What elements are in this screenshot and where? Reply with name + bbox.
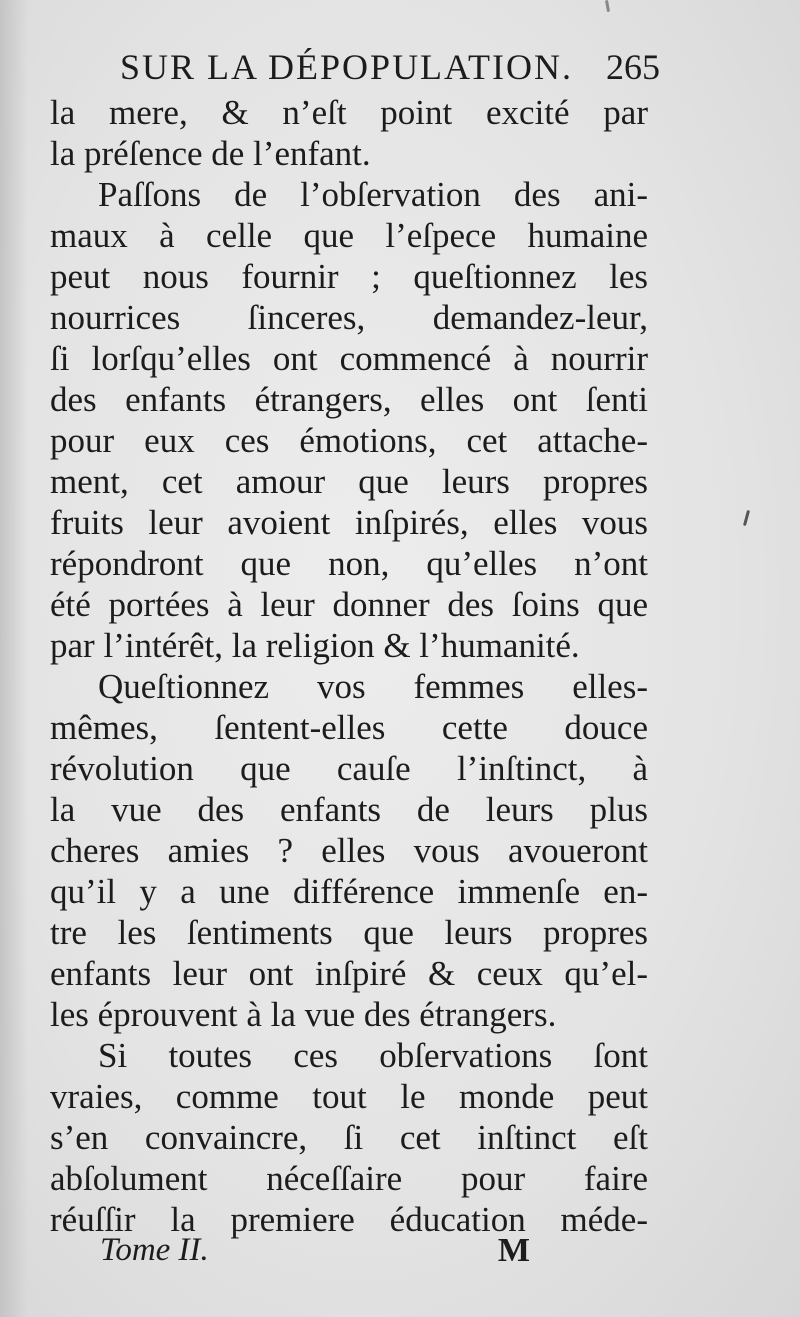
text-line: Paſſons de l’obſervation des ani- <box>98 175 648 214</box>
text-line: la mere, & n’eſt point excité par <box>50 93 648 132</box>
gutter-shadow <box>0 0 28 1317</box>
volume-label: Tome II. <box>100 1232 209 1268</box>
text-line: Queſtionnez vos femmes elles- <box>98 667 648 706</box>
text-line: enfants leur ont inſpiré & ceux qu’el- <box>50 954 648 993</box>
text-line: par l’intérêt, la religion & l’humanité. <box>50 626 580 665</box>
text-line: ſi lorſqu’elles ont commencé à nourrir <box>50 339 648 378</box>
page-number: 265 <box>606 47 660 87</box>
body-text <box>50 92 648 1240</box>
text-line: tre les ſentiments que leurs propres <box>50 913 648 952</box>
signature-mark: M <box>497 1232 530 1269</box>
text-line: mêmes, ſentent-elles cette douce <box>50 708 648 747</box>
text-line: qu’il y a une différence immenſe en- <box>50 872 648 911</box>
text-line: vraies, comme tout le monde peut <box>50 1077 648 1116</box>
text-line: abſolument néceſſaire pour faire <box>50 1159 648 1198</box>
text-line: été portées à leur donner des ſoins que <box>50 585 648 624</box>
text-line: la préſence de l’enfant. <box>50 134 371 173</box>
ink-speck <box>605 0 610 12</box>
page-header <box>120 46 660 90</box>
text-line: la vue des enfants de leurs plus <box>50 790 648 829</box>
text-line: Si toutes ces obſervations ſont <box>98 1036 648 1075</box>
text-line: ment, cet amour que leurs propres <box>50 462 648 501</box>
text-line: peut nous fournir ; queſtionnez les <box>50 257 648 296</box>
text-line: révolution que cauſe l’inſtinct, à <box>50 749 648 788</box>
text-line: répondront que non, qu’elles n’ont <box>50 544 648 583</box>
text-line: fruits leur avoient inſpirés, elles vous <box>50 503 648 542</box>
page-footer <box>100 1232 530 1276</box>
text-line: les éprouvent à la vue des étrangers. <box>50 995 557 1034</box>
text-line: cheres amies ? elles vous avoueront <box>50 831 648 870</box>
text-line: pour eux ces émotions, cet attache- <box>50 421 648 460</box>
text-line: des enfants étrangers, elles ont ſenti <box>50 380 648 419</box>
running-head: SUR LA DÉPOPULATION. <box>120 47 574 87</box>
text-line: s’en convaincre, ſi cet inſtinct eſt <box>50 1118 648 1157</box>
ink-speck <box>743 510 750 526</box>
text-line: maux à celle que l’eſpece humaine <box>50 216 648 255</box>
text-line: nourrices ſinceres, demandez-leur, <box>50 298 648 337</box>
text-line: réuſſir la premiere éducation méde- <box>50 1200 648 1239</box>
